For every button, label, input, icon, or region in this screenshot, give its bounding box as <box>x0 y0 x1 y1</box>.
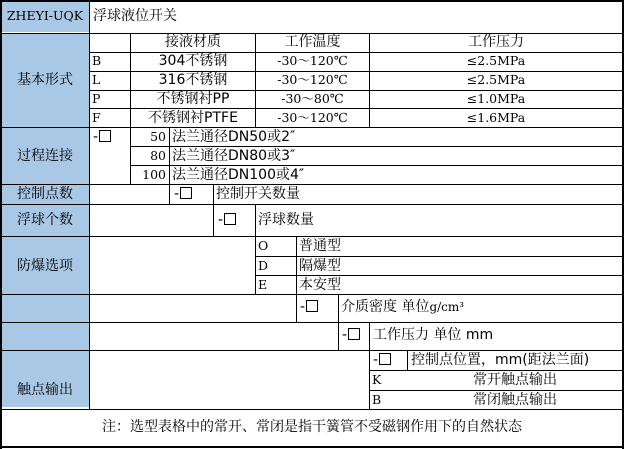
work-pressure-slot <box>342 326 360 344</box>
basic-form-label: 基本形式 <box>17 72 73 88</box>
basic-form-code: P <box>92 91 101 106</box>
header-material: 接液材质 <box>165 34 221 50</box>
basic-form-temp: -30～120℃ <box>277 53 348 68</box>
dash-prefix: - <box>174 186 180 202</box>
basic-form-pressure: ≤2.5MPa <box>466 72 526 87</box>
explosion-desc: 本安型 <box>299 277 341 293</box>
explosion-code: D <box>258 258 269 273</box>
basic-form-temp: -30～120℃ <box>277 110 348 125</box>
position-slot <box>373 351 391 369</box>
explosion-desc: 普通型 <box>299 238 341 254</box>
process-code: 50 <box>150 129 166 144</box>
basic-form-code: B <box>92 53 102 68</box>
process-desc: 法兰通径DN100或4″ <box>172 167 305 183</box>
density-unit: g/cm³ <box>429 300 465 314</box>
footnote: 注：选型表格中的常开、常闭是指干簧管不受磁钢作用下的自然状态 <box>102 419 522 435</box>
selection-box[interactable] <box>180 187 192 199</box>
selection-box[interactable] <box>224 213 236 225</box>
density-desc-text: 介质密度 单位 <box>341 299 430 315</box>
density-desc <box>341 298 464 316</box>
process-code: 100 <box>142 167 166 182</box>
selection-box[interactable] <box>306 300 318 312</box>
basic-form-temp: -30～120℃ <box>277 72 348 87</box>
work-pressure-desc: 工作压力 单位 mm <box>373 327 494 343</box>
basic-form-pressure: ≤1.6MPa <box>466 110 526 125</box>
product-name: 浮球液位开关 <box>93 8 177 24</box>
basic-form-material: 不锈钢衬PTFE <box>148 110 238 126</box>
float-count-label: 浮球个数 <box>17 212 73 228</box>
control-points-desc: 控制开关数量 <box>216 186 300 202</box>
contact-code: K <box>372 372 382 387</box>
control-points-slot <box>174 185 192 203</box>
selection-box[interactable] <box>348 328 360 340</box>
contact-code: B <box>372 392 382 407</box>
model-code: ZHEYI-UQK <box>6 8 84 23</box>
explosion-code: O <box>258 238 269 253</box>
dash-prefix: - <box>373 352 379 368</box>
density-slot <box>300 298 318 316</box>
float-count-desc: 浮球数量 <box>258 212 314 228</box>
process-desc: 法兰通径DN80或3″ <box>172 148 296 164</box>
basic-form-material: 不锈钢衬PP <box>156 91 230 107</box>
dash-prefix: - <box>300 299 306 315</box>
process-code: 80 <box>150 148 166 163</box>
position-desc: 控制点位置，mm(距法兰面) <box>411 352 590 368</box>
basic-form-material: 316不锈钢 <box>158 72 228 88</box>
contact-output-label: 触点输出 <box>17 382 73 398</box>
basic-form-code: L <box>92 72 101 87</box>
dash-prefix: - <box>218 212 224 228</box>
basic-form-code: F <box>92 110 101 125</box>
dash-prefix: - <box>342 327 348 343</box>
basic-form-material: 304不锈钢 <box>158 53 228 69</box>
float-count-slot <box>218 211 236 229</box>
contact-desc: 常闭触点输出 <box>473 392 557 408</box>
dash-prefix: - <box>93 129 99 145</box>
header-pressure: 工作压力 <box>468 34 524 50</box>
selection-box[interactable] <box>379 353 391 365</box>
process-connection-label: 过程连接 <box>17 148 73 164</box>
header-temperature: 工作温度 <box>284 34 341 50</box>
explosion-desc: 隔爆型 <box>299 258 341 274</box>
process-connection-slot <box>93 128 111 146</box>
selection-box[interactable] <box>99 130 111 142</box>
explosion-code: E <box>258 277 268 292</box>
control-points-label: 控制点数 <box>17 186 73 202</box>
process-desc: 法兰通径DN50或2″ <box>172 129 296 145</box>
explosion-proof-label: 防爆选项 <box>17 258 73 274</box>
basic-form-pressure: ≤2.5MPa <box>466 53 526 68</box>
basic-form-pressure: ≤1.0MPa <box>466 91 526 106</box>
basic-form-temp: -30～80℃ <box>281 91 344 106</box>
contact-desc: 常开触点输出 <box>473 372 557 388</box>
